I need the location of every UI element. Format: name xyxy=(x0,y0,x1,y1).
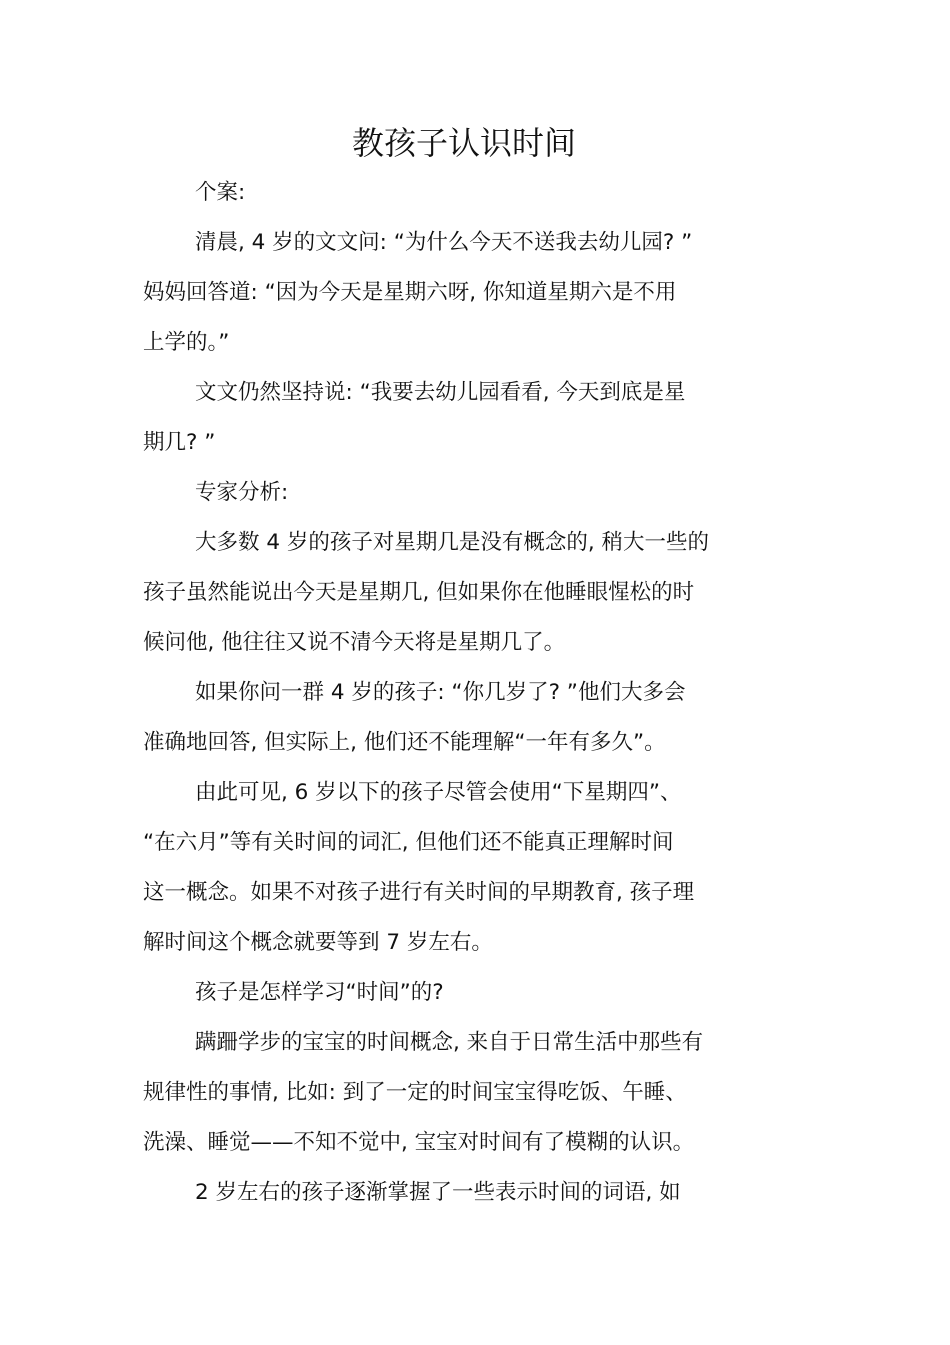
document-body xyxy=(143,168,783,1218)
text-line: 期几? ” xyxy=(143,430,216,455)
text-line: 蹒跚学步的宝宝的时间概念, 来自于日常生活中那些有 xyxy=(195,1030,704,1055)
text-line: 个案: xyxy=(195,180,246,205)
text-line: 规律性的事情, 比如: 到了一定的时间宝宝得吃饭、午睡、 xyxy=(143,1080,687,1105)
text-line: 如果你问一群 4 岁的孩子: “你几岁了? ”他们大多会 xyxy=(195,680,686,705)
text-line: 孩子虽然能说出今天是星期几, 但如果你在他睡眼惺松的时 xyxy=(143,580,695,605)
text-line: “在六月”等有关时间的词汇, 但他们还不能真正理解时间 xyxy=(143,830,674,855)
text-line: 上学的。” xyxy=(143,330,230,355)
text-line: 洗澡、睡觉——不知不觉中, 宝宝对时间有了模糊的认识。 xyxy=(143,1130,695,1155)
text-line: 这一概念。如果不对孩子进行有关时间的早期教育, 孩子理 xyxy=(143,880,695,905)
text-line: 准确地回答, 但实际上, 他们还不能理解“一年有多久”。 xyxy=(143,730,666,755)
text-line: 2 岁左右的孩子逐渐掌握了一些表示时间的词语, 如 xyxy=(195,1180,681,1205)
text-line: 专家分析: xyxy=(195,480,289,505)
text-line: 大多数 4 岁的孩子对星期几是没有概念的, 稍大一些的 xyxy=(195,530,710,555)
text-line: 解时间这个概念就要等到 7 岁左右。 xyxy=(143,930,493,955)
text-line: 文文仍然坚持说: “我要去幼儿园看看, 今天到底是星 xyxy=(195,380,686,405)
document-title: 教孩子认识时间 xyxy=(351,124,576,162)
text-line: 候问他, 他往往又说不清今天将是星期几了。 xyxy=(143,630,566,655)
text-line: 妈妈回答道: “因为今天是星期六呀, 你知道星期六是不用 xyxy=(143,280,677,305)
text-line: 清晨, 4 岁的文文问: “为什么今天不送我去幼儿园? ” xyxy=(195,230,693,255)
text-line: 孩子是怎样学习“时间”的? xyxy=(195,980,444,1005)
text-line: 由此可见, 6 岁以下的孩子尽管会使用“下星期四”、 xyxy=(195,780,682,805)
